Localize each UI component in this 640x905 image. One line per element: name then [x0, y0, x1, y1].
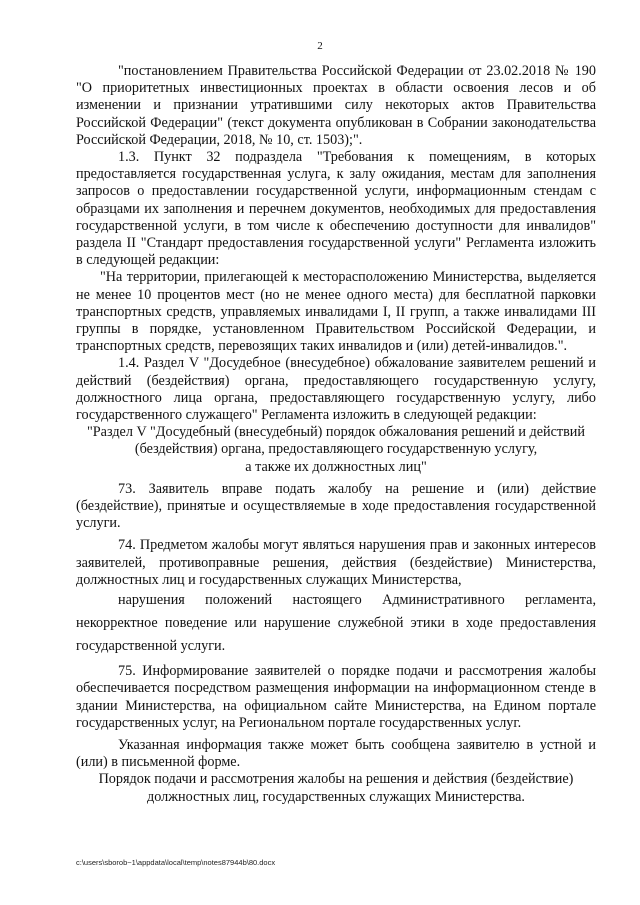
- paragraph-74-continued: нарушения положений настоящего Административного регламента, некорректное поведение или нарушение служебной этики в ходе предоставления государственной услуги.: [76, 592, 596, 655]
- paragraph-parking-quote: "На территории, прилегающей к месторасположению Министерства, выделяется не менее 10 процентов мест (но не менее одного места) для бесплатной парковки транспортных средств, управляемых инвалидами I, II групп, а также инвалидами III группы в порядке, установленном Правительством Российской Федерации, и транспортных средств, перевозящих таких инвалидов и (или) детей-инвалидов.".: [76, 269, 596, 355]
- paragraph-74: 74. Предметом жалобы могут являться нарушения прав и законных интересов заявителей, противоправные решения, действия (бездействие) Министерства, должностных лиц и государственных служащих Министерства,: [76, 537, 596, 588]
- paragraph-intro-quote: "постановлением Правительства Российской Федерации от 23.02.2018 № 190 "О приоритетных инвестиционных проектах в области освоения лесов и об изменении и признании утратившими силу некоторых актов Правительства Российской Федерации" (текст документа опубликован в Собрании законодательства Российской Федерации, 2018, № 10, ст. 1503);".: [76, 63, 596, 148]
- section-v-heading-line-1: "Раздел V "Досудебный (внесудебный) порядок обжалования решений и действий (бездействия) органа, предоставляющего государственную услугу,: [87, 424, 585, 458]
- subsection-heading: Порядок подачи и рассмотрения жалобы на решения и действия (бездействие) должностных лиц, государственных служащих Министерства.: [98, 771, 574, 805]
- footer-file-path: c:\users\sborob~1\appdata\local\temp\notes87944b\80.docx: [76, 858, 276, 867]
- page-number: 2: [317, 40, 323, 52]
- paragraph-info-note: Указанная информация также может быть сообщена заявителю в устной и (или) в письменной форме.: [76, 736, 596, 771]
- paragraph-1-4: 1.4. Раздел V "Досудебное (внесудебное) обжалование заявителем решений и действий (бездействия) органа, предоставляющего государственную услугу, должностного лица органа, предоставляющего государственную услугу, либо государственного служащего" Регламента изложить в следующей редакции:: [76, 355, 596, 424]
- document-body: [76, 63, 596, 806]
- paragraph-75: 75. Информирование заявителей о порядке подачи и рассмотрения жалобы обеспечивается посредством размещения информации на информационном стенде в здании Министерства, на официальном сайте Министерства, на Едином портале государственных услуг, на Региональном портале государственных услуг.: [76, 663, 596, 731]
- section-v-heading-line-2: а также их должностных лиц": [245, 458, 427, 475]
- paragraph-73: 73. Заявитель вправе подать жалобу на решение и (или) действие (бездействие), принятые и осуществляемые в ходе предоставления государственной услуги.: [76, 480, 596, 532]
- paragraph-1-3: 1.3. Пункт 32 подраздела "Требования к помещениям, в которых предоставляется государственная услуга, к залу ожидания, местам для заполнения запросов о предоставлении государственной услуги, информационным стендам с образцами их заполнения и перечнем документов, необходимых для предоставления государственной услуги, в том числе к обеспечению доступности для инвалидов" раздела II "Стандарт предоставления государственной услуги" Регламента изложить в следующей редакции:: [76, 149, 596, 269]
